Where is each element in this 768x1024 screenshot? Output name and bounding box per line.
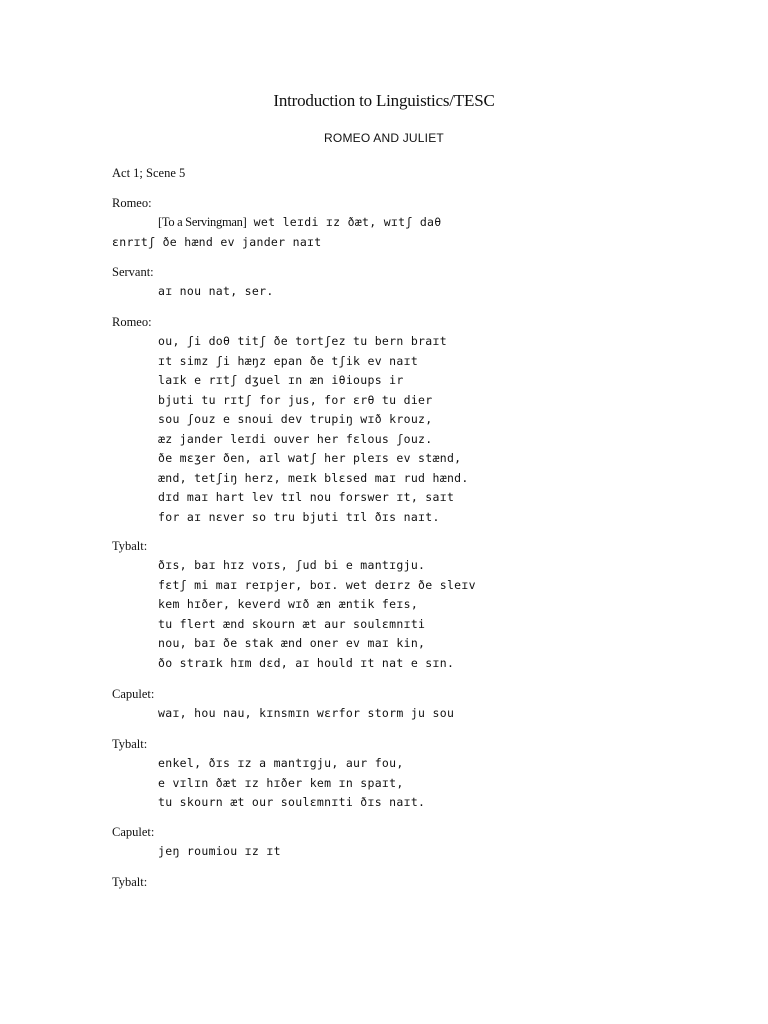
dialogue-line: laɪk e rɪtʃ dʒuel ɪn æn iθioups ir bbox=[158, 373, 404, 387]
dialogue-line: æz jander leɪdi ouver her fɛlous ʃouz. bbox=[158, 431, 433, 446]
speaker-name: Servant: bbox=[112, 265, 154, 279]
dialogue-block-tybalt-reply bbox=[112, 735, 732, 813]
document-title: Introduction to Linguistics/TESC bbox=[273, 91, 495, 110]
dialogue-line: ɛnrɪtʃ ðe hænd ev jander naɪt bbox=[112, 234, 322, 249]
dialogue-block-tybalt-final bbox=[112, 873, 732, 892]
dialogue-line: dɪd maɪ hart lev tɪl nou forswer ɪt, saɪt bbox=[158, 490, 455, 504]
dialogue-line: e vɪlɪn ðæt ɪz hɪðer kem ɪn spaɪt, bbox=[158, 775, 404, 790]
dialogue-line: ænd, tetʃiŋ herz, meɪk blɛsed maɪ rud hænd. bbox=[158, 470, 469, 485]
stage-direction: [To a Servingman] bbox=[158, 215, 247, 229]
dialogue-block-capulet bbox=[112, 685, 732, 724]
speaker-name: Capulet: bbox=[112, 825, 155, 839]
dialogue-line: bjuti tu rɪtʃ for jus, for ɛrθ tu dier bbox=[158, 392, 433, 407]
dialogue-block-romeo bbox=[112, 194, 732, 252]
dialogue-block-romeo-speech bbox=[112, 313, 732, 527]
dialogue-line: sou ʃouz e snoui dev trupiŋ wɪð krouz, bbox=[158, 412, 433, 426]
speaker-name: Romeo: bbox=[112, 315, 152, 329]
dialogue-line: ou, ʃi doθ titʃ ðe tortʃez tu bern braɪt bbox=[158, 334, 447, 348]
dialogue-line: tu skourn æt our soulɛmnɪti ðɪs naɪt. bbox=[158, 795, 426, 809]
scene-heading: Act 1; Scene 5 bbox=[112, 166, 186, 180]
dialogue-line: tu flert ænd skourn æt aur soulɛmnɪti bbox=[158, 616, 426, 631]
speaker-name: Capulet: bbox=[112, 687, 155, 701]
dialogue-line: ðɪs, baɪ hɪz voɪs, ʃud bi e mantɪgju. bbox=[158, 558, 426, 572]
dialogue-line: ðo straɪk hɪm dɛd, aɪ hould ɪt nat e sɪn. bbox=[158, 655, 455, 670]
dialogue-line: ɪt simz ʃi hæŋz epan ðe tʃik ev naɪt bbox=[158, 353, 419, 368]
dialogue-line: jeŋ roumiou ɪz ɪt bbox=[158, 844, 281, 858]
speaker-name: Romeo: bbox=[112, 196, 152, 210]
dialogue-line: nou, baɪ ðe stak ænd oner ev maɪ kin, bbox=[158, 636, 426, 650]
speaker-name: Tybalt: bbox=[112, 737, 148, 751]
dialogue-line: kem hɪðer, keverd wɪð æn æntik feɪs, bbox=[158, 597, 419, 611]
speaker-name: Tybalt: bbox=[112, 875, 148, 889]
dialogue-line: waɪ, hou nau, kɪnsmɪn wɛrfor storm ju sou bbox=[158, 706, 455, 720]
dialogue-block-capulet-reply bbox=[112, 823, 732, 862]
dialogue-line: ðe mɛʒer ðen, aɪl watʃ her pleɪs ev stænd, bbox=[158, 451, 462, 465]
dialogue-block-tybalt bbox=[112, 537, 732, 673]
play-title: ROMEO AND JULIET bbox=[324, 131, 444, 145]
speaker-name: Tybalt: bbox=[112, 539, 148, 553]
dialogue-block-servant bbox=[112, 263, 732, 302]
dialogue-line: aɪ nou nat, ser. bbox=[158, 284, 274, 298]
dialogue-line: [To a Servingman] wet leɪdi ɪz ðæt, wɪtʃ daθ bbox=[158, 215, 442, 229]
dialogue-line: for aɪ nɛver so tru bjuti tɪl ðɪs naɪt. bbox=[158, 509, 440, 524]
dialogue-line: fɛtʃ mi maɪ reɪpjer, boɪ. wet deɪrz ðe sleɪv bbox=[158, 577, 476, 592]
dialogue-line: enkel, ðɪs ɪz a mantɪgju, aur fou, bbox=[158, 756, 404, 770]
